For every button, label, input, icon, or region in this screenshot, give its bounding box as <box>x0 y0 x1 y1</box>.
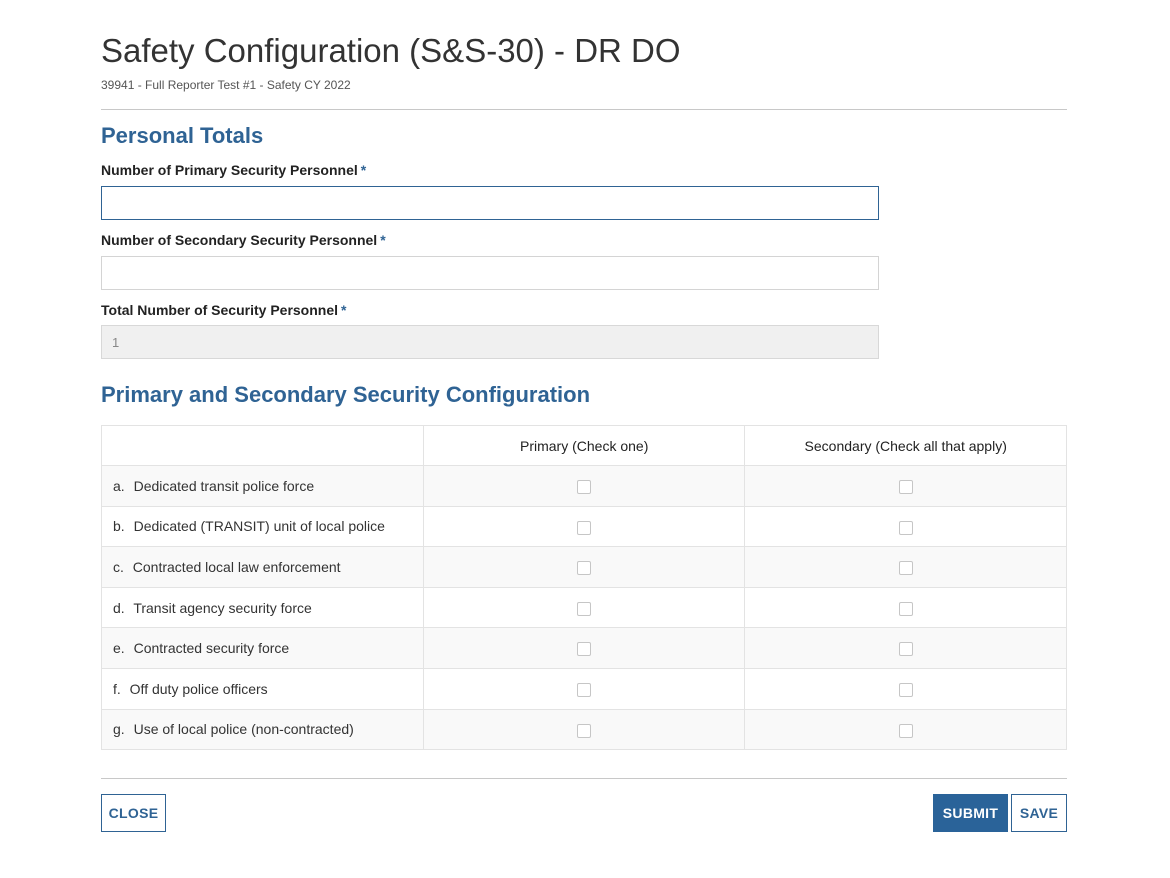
secondary-checkbox-g[interactable] <box>899 724 913 738</box>
secondary-cell <box>745 668 1067 709</box>
row-label-text: Contracted security force <box>133 640 290 657</box>
table-row <box>102 466 1067 507</box>
primary-column-header: Primary (Check one) <box>423 426 745 466</box>
row-letter: e. <box>113 640 125 657</box>
primary-checkbox-a[interactable] <box>577 480 591 494</box>
primary-cell <box>423 628 745 669</box>
primary-cell <box>423 506 745 547</box>
table-row <box>102 506 1067 547</box>
secondary-personnel-input[interactable] <box>101 256 879 290</box>
secondary-checkbox-c[interactable] <box>899 561 913 575</box>
required-marker: * <box>341 302 347 318</box>
secondary-personnel-label-text: Number of Secondary Security Personnel <box>101 232 378 248</box>
primary-cell <box>423 466 745 507</box>
secondary-personnel-label <box>101 231 386 249</box>
page-subtitle: 39941 - Full Reporter Test #1 - Safety CY 2022 <box>101 78 351 92</box>
row-letter: g. <box>113 721 125 738</box>
primary-checkbox-e[interactable] <box>577 642 591 656</box>
row-label <box>102 547 424 588</box>
primary-personnel-input[interactable] <box>101 186 879 220</box>
row-label-text: Transit agency security force <box>133 599 312 616</box>
row-label-text: Dedicated (TRANSIT) unit of local police <box>133 518 385 535</box>
primary-checkbox-b[interactable] <box>577 521 591 535</box>
header-divider <box>101 109 1067 110</box>
secondary-cell <box>745 466 1067 507</box>
save-button[interactable]: SAVE <box>1011 794 1067 832</box>
primary-cell <box>423 709 745 750</box>
row-letter: f. <box>113 680 121 697</box>
secondary-checkbox-a[interactable] <box>899 480 913 494</box>
submit-button[interactable]: SUBMIT <box>933 794 1008 832</box>
total-personnel-label <box>101 301 346 319</box>
secondary-cell <box>745 628 1067 669</box>
secondary-checkbox-e[interactable] <box>899 642 913 656</box>
primary-personnel-label <box>101 161 366 179</box>
secondary-cell <box>745 587 1067 628</box>
row-label-text: Use of local police (non-contracted) <box>133 721 354 738</box>
primary-personnel-label-text: Number of Primary Security Personnel <box>101 162 358 178</box>
required-marker: * <box>380 232 386 248</box>
secondary-checkbox-d[interactable] <box>899 602 913 616</box>
row-label-text: Off duty police officers <box>129 680 268 697</box>
primary-cell <box>423 547 745 588</box>
row-label <box>102 506 424 547</box>
primary-checkbox-f[interactable] <box>577 683 591 697</box>
row-label <box>102 709 424 750</box>
table-row <box>102 587 1067 628</box>
required-marker: * <box>360 162 367 178</box>
primary-checkbox-g[interactable] <box>577 724 591 738</box>
row-label-text: Contracted local law enforcement <box>132 558 341 575</box>
footer-divider <box>101 778 1067 779</box>
row-label <box>102 628 424 669</box>
table-row <box>102 547 1067 588</box>
primary-cell <box>423 587 745 628</box>
table-header-row <box>102 426 1067 466</box>
row-label <box>102 466 424 507</box>
label-column-header <box>102 426 424 466</box>
table-row <box>102 628 1067 669</box>
secondary-column-header: Secondary (Check all that apply) <box>745 426 1067 466</box>
row-label <box>102 668 424 709</box>
close-button[interactable]: CLOSE <box>101 794 166 832</box>
configuration-heading: Primary and Secondary Security Configuration <box>101 382 591 407</box>
personal-totals-heading: Personal Totals <box>101 123 264 148</box>
primary-cell <box>423 668 745 709</box>
row-letter: b. <box>113 518 125 535</box>
primary-checkbox-c[interactable] <box>577 561 591 575</box>
row-letter: a. <box>113 477 125 494</box>
row-label-text: Dedicated transit police force <box>133 477 315 494</box>
table-row <box>102 709 1067 750</box>
security-configuration-table <box>101 425 1067 750</box>
page-title: Safety Configuration (S&S-30) - DR DO <box>101 32 681 69</box>
secondary-checkbox-b[interactable] <box>899 521 913 535</box>
secondary-checkbox-f[interactable] <box>899 683 913 697</box>
secondary-cell <box>745 709 1067 750</box>
primary-checkbox-d[interactable] <box>577 602 591 616</box>
total-personnel-input <box>101 325 879 359</box>
table-row <box>102 668 1067 709</box>
row-label <box>102 587 424 628</box>
secondary-cell <box>745 506 1067 547</box>
total-personnel-label-text: Total Number of Security Personnel <box>101 302 339 318</box>
row-letter: c. <box>113 558 124 575</box>
row-letter: d. <box>113 599 125 616</box>
secondary-cell <box>745 547 1067 588</box>
